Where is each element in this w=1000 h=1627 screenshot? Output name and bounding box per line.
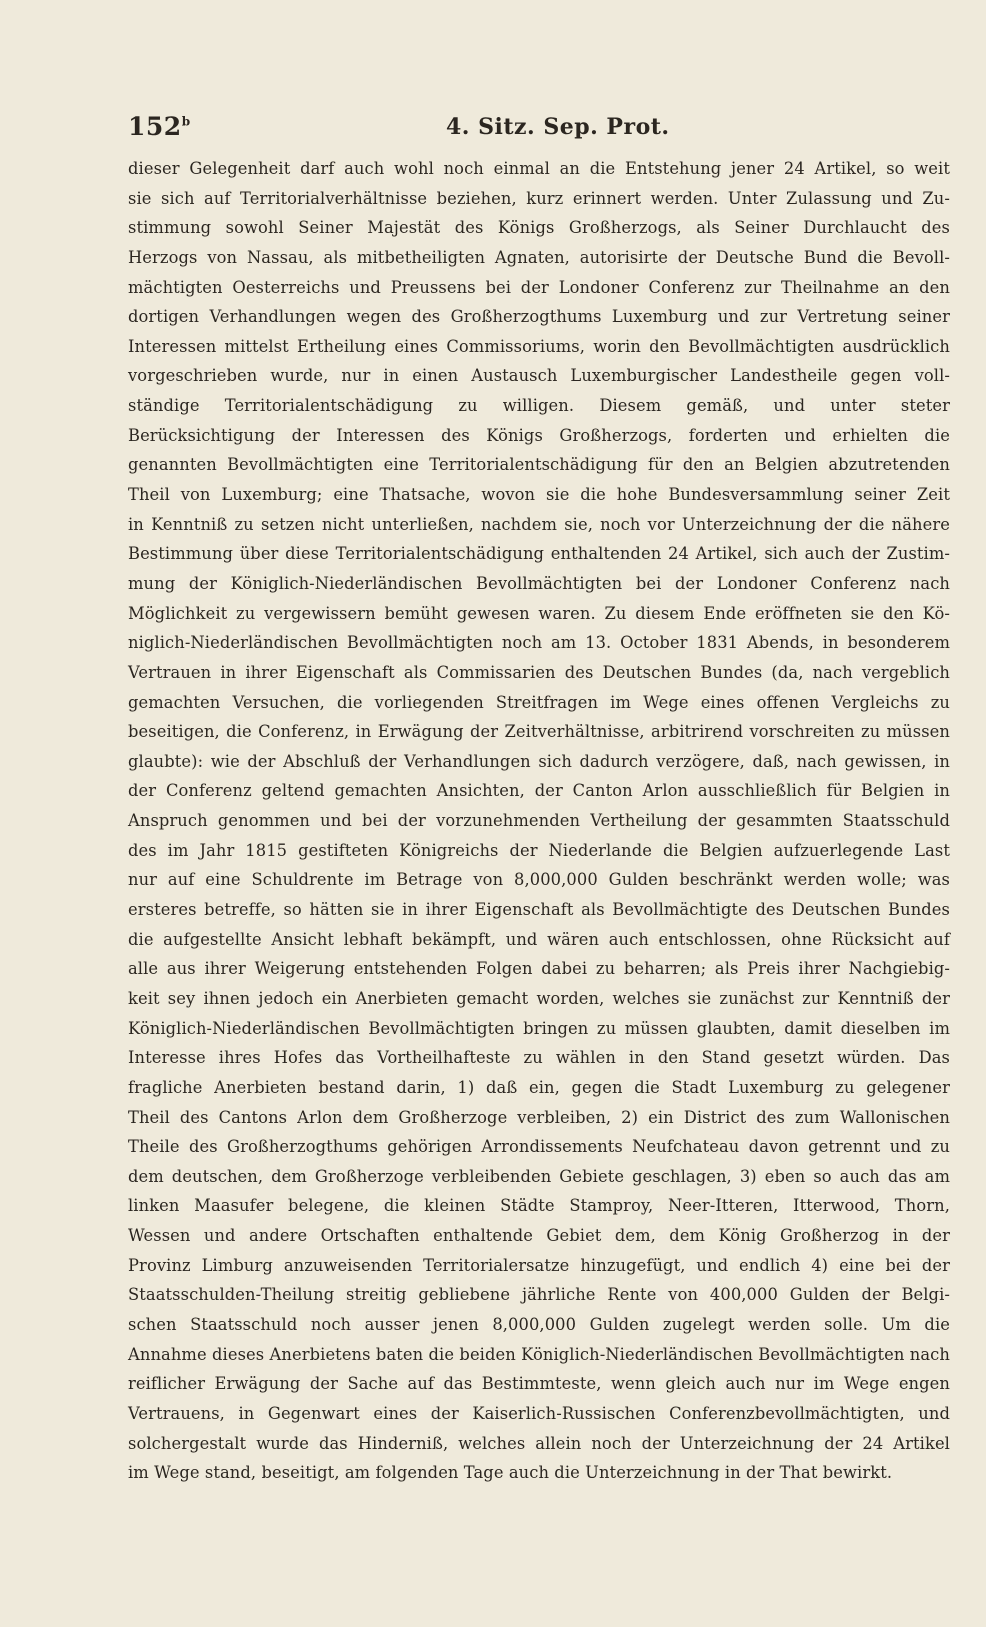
text-line: Möglichkeit zu vergewissern bemüht gewesen waren. Zu diesem Ende eröffneten sie den Kö- — [128, 603, 950, 623]
text-line: Berücksichtigung der Interessen des Königs Großherzogs, forderten und erhielten die — [128, 425, 950, 445]
text-line: Anspruch genommen und bei der vorzunehmenden Vertheilung der gesammten Staatsschuld — [128, 811, 950, 831]
text-line: Provinz Limburg anzuweisenden Territorialersatze hinzugefügt, und endlich 4) eine bei der — [128, 1255, 950, 1275]
text-line: stimmung sowohl Seiner Majestät des Königs Großherzogs, als Seiner Durchlaucht des — [128, 218, 950, 238]
body-text — [128, 154, 950, 1488]
text-line: gemachten Versuchen, die vorliegenden Streitfragen im Wege eines offenen Vergleichs zu — [128, 692, 950, 712]
text-line: im Wege stand, beseitigt, am folgenden Tage auch die Unterzeichnung in der That bewirkt. — [128, 1463, 893, 1483]
text-line: ersteres betreffe, so hätten sie in ihrer Eigenschaft als Bevollmächtigte des Deutschen Bundes — [128, 900, 950, 920]
text-line: Theile des Großherzogthums gehörigen Arrondissements Neufchateau davon getrennt und zu — [128, 1137, 950, 1157]
page-header — [128, 112, 948, 146]
text-line: linken Maasufer belegene, die kleinen Städte Stamproy, Neer-Itteren, Itterwood, Thorn, — [128, 1196, 950, 1216]
text-line: nur auf eine Schuldrente im Betrage von 8,000,000 Gulden beschränkt werden wolle; was — [128, 870, 950, 890]
text-line: Vertrauens, in Gegenwart eines der Kaiserlich-Russischen Conferenzbevollmächtigten, und — [128, 1403, 950, 1423]
text-line: vorgeschrieben wurde, nur in einen Austausch Luxemburgischer Landestheile gegen voll- — [128, 366, 950, 386]
text-line: mächtigten Oesterreichs und Preussens bei der Londoner Conferenz zur Theilnahme an den — [128, 277, 950, 297]
text-line: Annahme dieses Anerbietens baten die beiden Königlich-Niederländischen Bevollmächtigten nach — [128, 1344, 950, 1364]
text-line: des im Jahr 1815 gestifteten Königreichs der Niederlande die Belgien aufzuerlegende Last — [128, 840, 950, 860]
text-line: fragliche Anerbieten bestand darin, 1) daß ein, gegen die Stadt Luxemburg zu gelegener — [128, 1077, 950, 1097]
text-line: genannten Bevollmächtigten eine Territorialentschädigung für den an Belgien abzutretenden — [128, 455, 950, 475]
text-line: sie sich auf Territorialverhältnisse beziehen, kurz erinnert werden. Unter Zulassung und Zu- — [128, 188, 950, 208]
text-line: Wessen und andere Ortschaften enthaltende Gebiet dem, dem König Großherzog in der — [128, 1226, 950, 1246]
text-line: Königlich-Niederländischen Bevollmächtigten bringen zu müssen glaubten, damit dieselben im — [128, 1018, 950, 1038]
text-line: mung der Königlich-Niederländischen Bevollmächtigten bei der Londoner Conferenz nach — [128, 573, 950, 593]
text-line: Interesse ihres Hofes das Vortheilhafteste zu wählen in den Stand gesetzt würden. Das — [128, 1048, 950, 1068]
text-line: Vertrauen in ihrer Eigenschaft als Commissarien des Deutschen Bundes (da, nach vergeblich — [128, 662, 950, 682]
text-line: ständige Territorialentschädigung zu willigen. Diesem gemäß, und unter steter — [128, 396, 950, 416]
text-line: schen Staatsschuld noch ausser jenen 8,000,000 Gulden zugelegt werden solle. Um die — [128, 1314, 950, 1334]
text-line: solchergestalt wurde das Hinderniß, welches allein noch der Unterzeichnung der 24 Artikel — [128, 1433, 950, 1453]
text-line: Theil von Luxemburg; eine Thatsache, wovon sie die hohe Bundesversammlung seiner Zeit — [128, 485, 950, 505]
text-line: reiflicher Erwägung der Sache auf das Bestimmteste, wenn gleich auch nur im Wege engen — [128, 1374, 950, 1394]
text-line: der Conferenz geltend gemachten Ansichten, der Canton Arlon ausschließlich für Belgien in — [128, 781, 950, 801]
text-line: niglich-Niederländischen Bevollmächtigten noch am 13. October 1831 Abends, in besonderem — [128, 633, 950, 653]
text-line: alle aus ihrer Weigerung entstehenden Folgen dabei zu beharren; als Preis ihrer Nachgiebig- — [128, 959, 950, 979]
text-line: Theil des Cantons Arlon dem Großherzoge verbleiben, 2) ein District des zum Wallonischen — [128, 1107, 950, 1127]
page-number-suffix: b — [181, 114, 191, 129]
text-line: die aufgestellte Ansicht lebhaft bekämpft, und wären auch entschlossen, ohne Rücksicht auf — [128, 929, 950, 949]
scan-margin — [986, 0, 1000, 1627]
page-number: 152$^b$ — [128, 112, 191, 141]
running-title: 4. Sitz. Sep. Prot. — [446, 114, 670, 140]
text-line: Staatsschulden-Theilung streitig gebliebene jährliche Rente von 400,000 Gulden der Belgi- — [128, 1285, 950, 1305]
text-line: Interessen mittelst Ertheilung eines Commissoriums, worin den Bevollmächtigten ausdrücklich — [128, 336, 950, 356]
text-line: Herzogs von Nassau, als mitbetheiligten Agnaten, autorisirte der Deutsche Bund die Bevoll- — [128, 247, 950, 267]
text-line: Bestimmung über diese Territorialentschädigung enthaltenden 24 Artikel, sich auch der Zustim- — [128, 544, 950, 564]
text-line: beseitigen, die Conferenz, in Erwägung der Zeitverhältnisse, arbitrirend vorschreiten zu müssen — [128, 722, 950, 742]
text-line: dem deutschen, dem Großherzoge verbleibenden Gebiete geschlagen, 3) eben so auch das am — [128, 1166, 950, 1186]
text-line: dortigen Verhandlungen wegen des Großherzogthums Luxemburg und zur Vertretung seiner — [128, 307, 950, 327]
text-line: dieser Gelegenheit darf auch wohl noch einmal an die Entstehung jener 24 Artikel, so weit — [128, 159, 950, 178]
text-line: in Kenntniß zu setzen nicht unterließen, nachdem sie, noch vor Unterzeichnung der die nähere — [128, 514, 950, 534]
text-line: keit sey ihnen jedoch ein Anerbieten gemacht worden, welches sie zunächst zur Kenntniß der — [128, 988, 950, 1008]
text-line: glaubte): wie der Abschluß der Verhandlungen sich dadurch verzögere, daß, nach gewissen, in — [128, 751, 950, 771]
